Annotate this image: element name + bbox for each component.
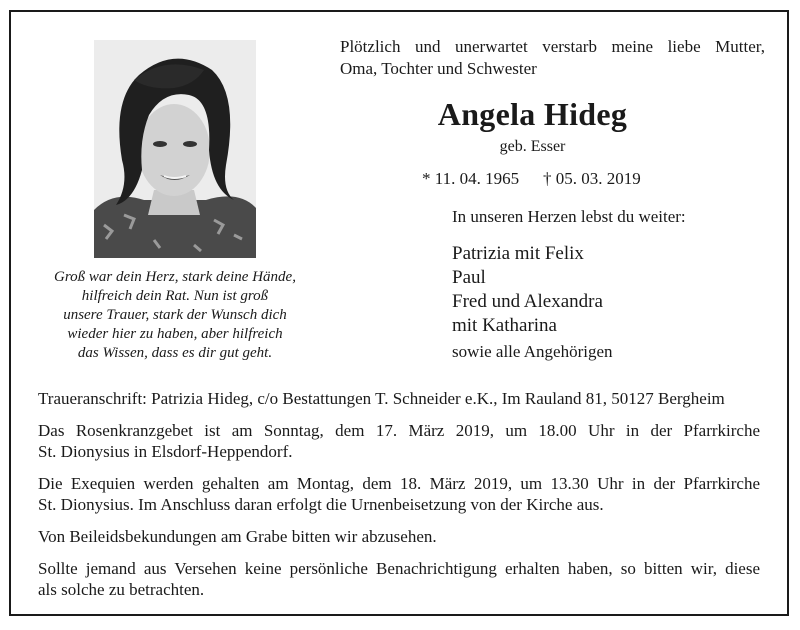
poem-line: das Wissen, dass es dir gut geht. (77, 345, 273, 361)
notice-line-2: als solche zu betrachten. (38, 580, 205, 599)
memorial-poem (24, 268, 326, 363)
intro-text (340, 36, 765, 80)
notice-line-1: Sollte jemand aus Versehen keine persönliche Benachrichtigung erhalten haben, so bitten wir, diese (38, 559, 760, 578)
family-member: Paul (452, 267, 486, 288)
address-paragraph (38, 388, 760, 409)
notice-body (38, 388, 760, 611)
family-list (452, 242, 603, 338)
intro-line-2: Oma, Tochter und Schwester (340, 59, 537, 78)
poem-line: Groß war dein Herz, stark deine Hände, (54, 269, 296, 285)
death-date: † 05. 03. 2019 (543, 169, 641, 188)
family-member: Patrizia mit Felix (452, 243, 584, 264)
poem-line: hilfreich dein Rat. Nun ist groß (81, 288, 269, 304)
rosary-line-1: Das Rosenkranzgebet ist am Sonntag, dem 17. März 2019, um 18.00 Uhr in der Pfarrkirche (38, 421, 760, 440)
poem-line: wieder hier zu haben, aber hilfreich (67, 326, 283, 342)
deceased-name: Angela Hideg (437, 96, 628, 132)
heart-line: In unseren Herzen lebst du weiter: (452, 207, 686, 226)
maiden-name: geb. Esser (499, 138, 566, 155)
rosary-paragraph (38, 420, 760, 462)
birth-date: * 11. 04. 1965 (422, 169, 520, 188)
exequies-paragraph (38, 473, 760, 515)
relatives-line: sowie alle Angehörigen (452, 342, 613, 361)
condolences-line: Von Beileidsbekundungen am Grabe bitten wir abzusehen. (38, 527, 437, 546)
address-line: Traueranschrift: Patrizia Hideg, c/o Bestattungen T. Schneider e.K., Im Rauland 81, 50127 Bergheim (38, 389, 725, 408)
portrait-photo (94, 40, 256, 258)
family-member: Fred und Alexandra (452, 291, 603, 312)
exequies-line-1: Die Exequien werden gehalten am Montag, dem 18. März 2019, um 13.30 Uhr in der Pfarrkirche (38, 474, 760, 493)
poem-line: unsere Trauer, stark der Wunsch dich (63, 307, 287, 323)
notification-paragraph (38, 558, 760, 600)
rosary-line-2: St. Dionysius in Elsdorf-Heppendorf. (38, 442, 293, 461)
family-member: mit Katharina (452, 315, 557, 336)
exequies-line-2: St. Dionysius. Im Anschluss daran erfolgt die Urnenbeisetzung von der Kirche aus. (38, 495, 604, 514)
condolences-paragraph (38, 526, 760, 547)
intro-line-1: Plötzlich und unerwartet verstarb meine liebe Mutter, (340, 37, 765, 56)
